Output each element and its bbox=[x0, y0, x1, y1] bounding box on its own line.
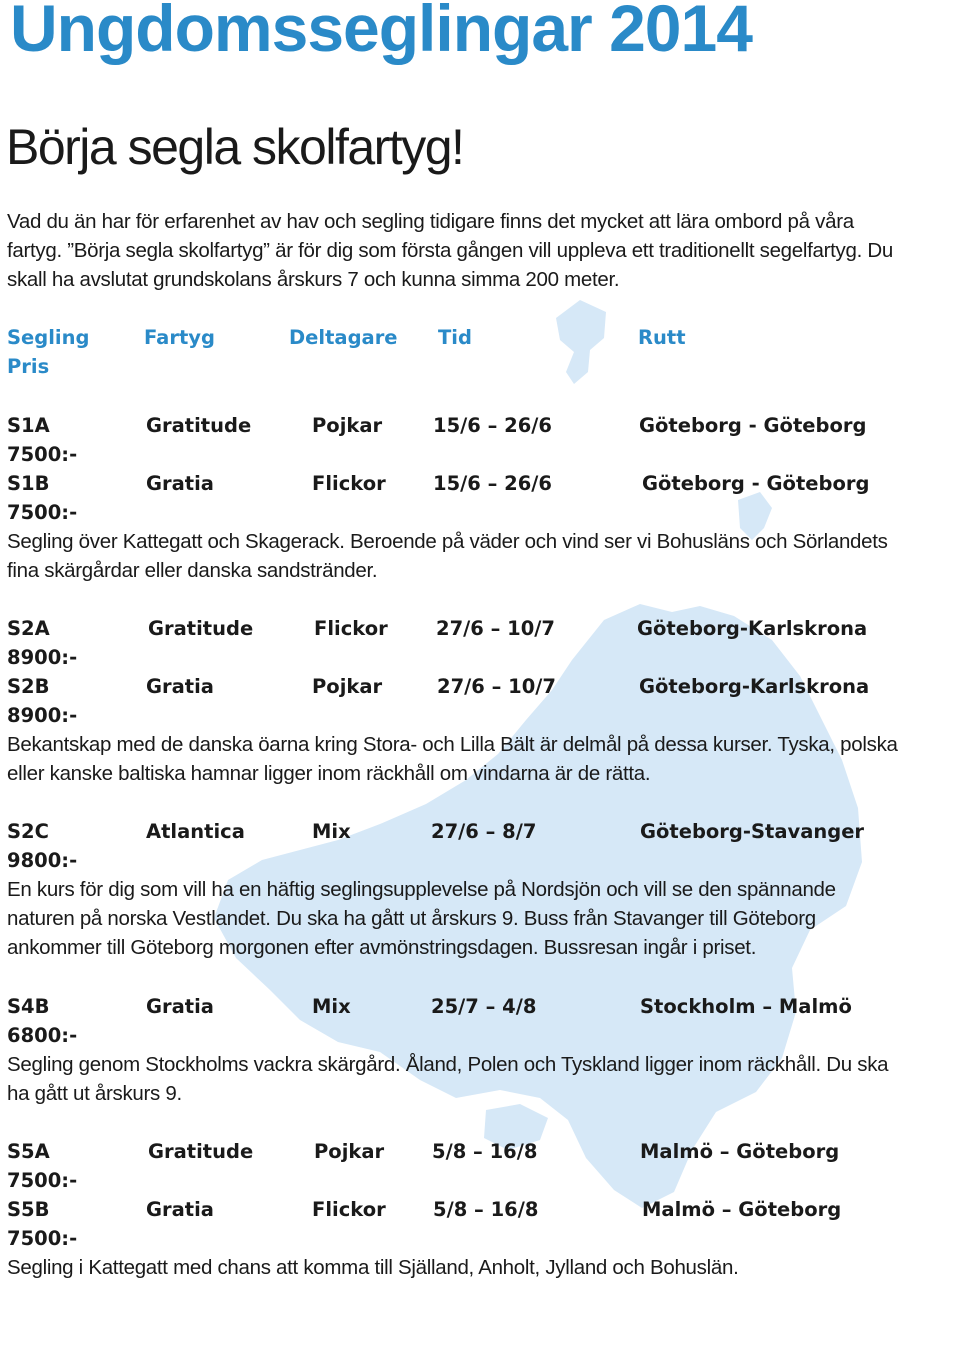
course-row bbox=[0, 411, 960, 440]
course-participants: Flickor bbox=[312, 472, 386, 495]
course-row bbox=[0, 469, 960, 498]
course-ship: Gratitude bbox=[148, 617, 254, 640]
course-row bbox=[0, 614, 960, 643]
course-participants: Flickor bbox=[314, 617, 388, 640]
header-rutt: Rutt bbox=[638, 326, 686, 349]
header-segling: Segling bbox=[7, 326, 90, 349]
course-participants: Mix bbox=[312, 995, 351, 1018]
page-subtitle: Börja segla skolfartyg! bbox=[6, 119, 464, 175]
course-route: Göteborg-Karlskrona bbox=[639, 675, 870, 698]
course-ship: Atlantica bbox=[146, 820, 245, 843]
course-dates: 5/8 – 16/8 bbox=[433, 1198, 539, 1221]
course-route: Malmö – Göteborg bbox=[642, 1198, 842, 1221]
course-route: Malmö – Göteborg bbox=[640, 1140, 840, 1163]
course-participants: Mix bbox=[312, 820, 351, 843]
course-description: Bekantskap med de danska öarna kring Stora- och Lilla Bält är delmål på dessa kurser. Tyska, polska eller kanske baltiska hamnar ligger inom räckhåll om vindarna är de rätta. bbox=[7, 733, 898, 785]
header-fartyg: Fartyg bbox=[144, 326, 215, 349]
course-row bbox=[0, 1137, 960, 1166]
course-route: Göteborg - Göteborg bbox=[639, 414, 867, 437]
intro-paragraph: Vad du än har för erfarenhet av hav och segling tidigare finns det mycket att lära ombord på våra fartyg. ”Börja segla skolfartyg” är för dig som första gången vill uppleva ett traditionellt segelfartyg. Du skall ha avslutat grundskolans årskurs 7 och kunna simma 200 meter. bbox=[7, 210, 893, 291]
course-route: Göteborg-Karlskrona bbox=[637, 617, 868, 640]
course-code: S1A bbox=[7, 414, 50, 437]
course-participants: Pojkar bbox=[314, 1140, 385, 1163]
course-dates: 27/6 – 8/7 bbox=[431, 820, 537, 843]
course-code: S1B bbox=[7, 472, 50, 495]
header-tid: Tid bbox=[438, 326, 472, 349]
course-route: Stockholm – Malmö bbox=[640, 995, 852, 1018]
course-price: 6800:- bbox=[7, 1024, 78, 1047]
course-row bbox=[0, 992, 960, 1021]
course-ship: Gratia bbox=[146, 472, 214, 495]
course-dates: 15/6 – 26/6 bbox=[433, 472, 552, 495]
header-pris: Pris bbox=[7, 355, 50, 378]
course-participants: Flickor bbox=[312, 1198, 386, 1221]
course-ship: Gratia bbox=[146, 995, 214, 1018]
course-ship: Gratia bbox=[146, 1198, 214, 1221]
course-dates: 25/7 – 4/8 bbox=[431, 995, 537, 1018]
course-row bbox=[0, 672, 960, 701]
course-code: S4B bbox=[7, 995, 50, 1018]
course-row bbox=[0, 817, 960, 846]
course-code: S5A bbox=[7, 1140, 50, 1163]
course-participants: Pojkar bbox=[312, 675, 383, 698]
course-code: S5B bbox=[7, 1198, 50, 1221]
course-participants: Pojkar bbox=[312, 414, 383, 437]
course-dates: 5/8 – 16/8 bbox=[432, 1140, 538, 1163]
course-code: S2B bbox=[7, 675, 50, 698]
course-route: Göteborg - Göteborg bbox=[642, 472, 870, 495]
course-price: 7500:- bbox=[7, 1227, 78, 1250]
course-code: S2C bbox=[7, 820, 49, 843]
course-price: 7500:- bbox=[7, 1169, 78, 1192]
page-title: Ungdomsseglingar 2014 bbox=[10, 0, 752, 65]
course-dates: 15/6 – 26/6 bbox=[433, 414, 552, 437]
course-code: S2A bbox=[7, 617, 50, 640]
course-price: 7500:- bbox=[7, 443, 78, 466]
course-row bbox=[0, 1195, 960, 1224]
course-ship: Gratitude bbox=[146, 414, 252, 437]
course-route: Göteborg-Stavanger bbox=[640, 820, 865, 843]
course-description: Segling över Kattegatt och Skagerack. Beroende på väder och vind ser vi Bohusläns och Sörlandets fina skärgårdar eller danska sandstränder. bbox=[7, 530, 888, 582]
course-price: 7500:- bbox=[7, 501, 78, 524]
course-dates: 27/6 – 10/7 bbox=[436, 617, 555, 640]
course-price: 8900:- bbox=[7, 704, 78, 727]
course-description: En kurs för dig som vill ha en häftig seglingsupplevelse på Nordsjön och vill se den spännande naturen på norska Vestlandet. Du ska ha gått ut årskurs 9. Buss från Stavanger till Göteborg ankommer till Göteborg morgonen efter avmönstringsdagen. Bussresan ingår i priset. bbox=[7, 878, 836, 959]
course-description: Segling i Kattegatt med chans att komma till Själland, Anholt, Jylland och Bohuslän. bbox=[7, 1256, 739, 1279]
course-price: 9800:- bbox=[7, 849, 78, 872]
course-ship: Gratia bbox=[146, 675, 214, 698]
table-header bbox=[0, 323, 960, 352]
course-price: 8900:- bbox=[7, 646, 78, 669]
course-ship: Gratitude bbox=[148, 1140, 254, 1163]
header-deltagare: Deltagare bbox=[289, 326, 398, 349]
course-description: Segling genom Stockholms vackra skärgård. Åland, Polen och Tyskland ligger inom räckhåll. Du ska ha gått ut årskurs 9. bbox=[7, 1053, 889, 1105]
course-dates: 27/6 – 10/7 bbox=[437, 675, 556, 698]
